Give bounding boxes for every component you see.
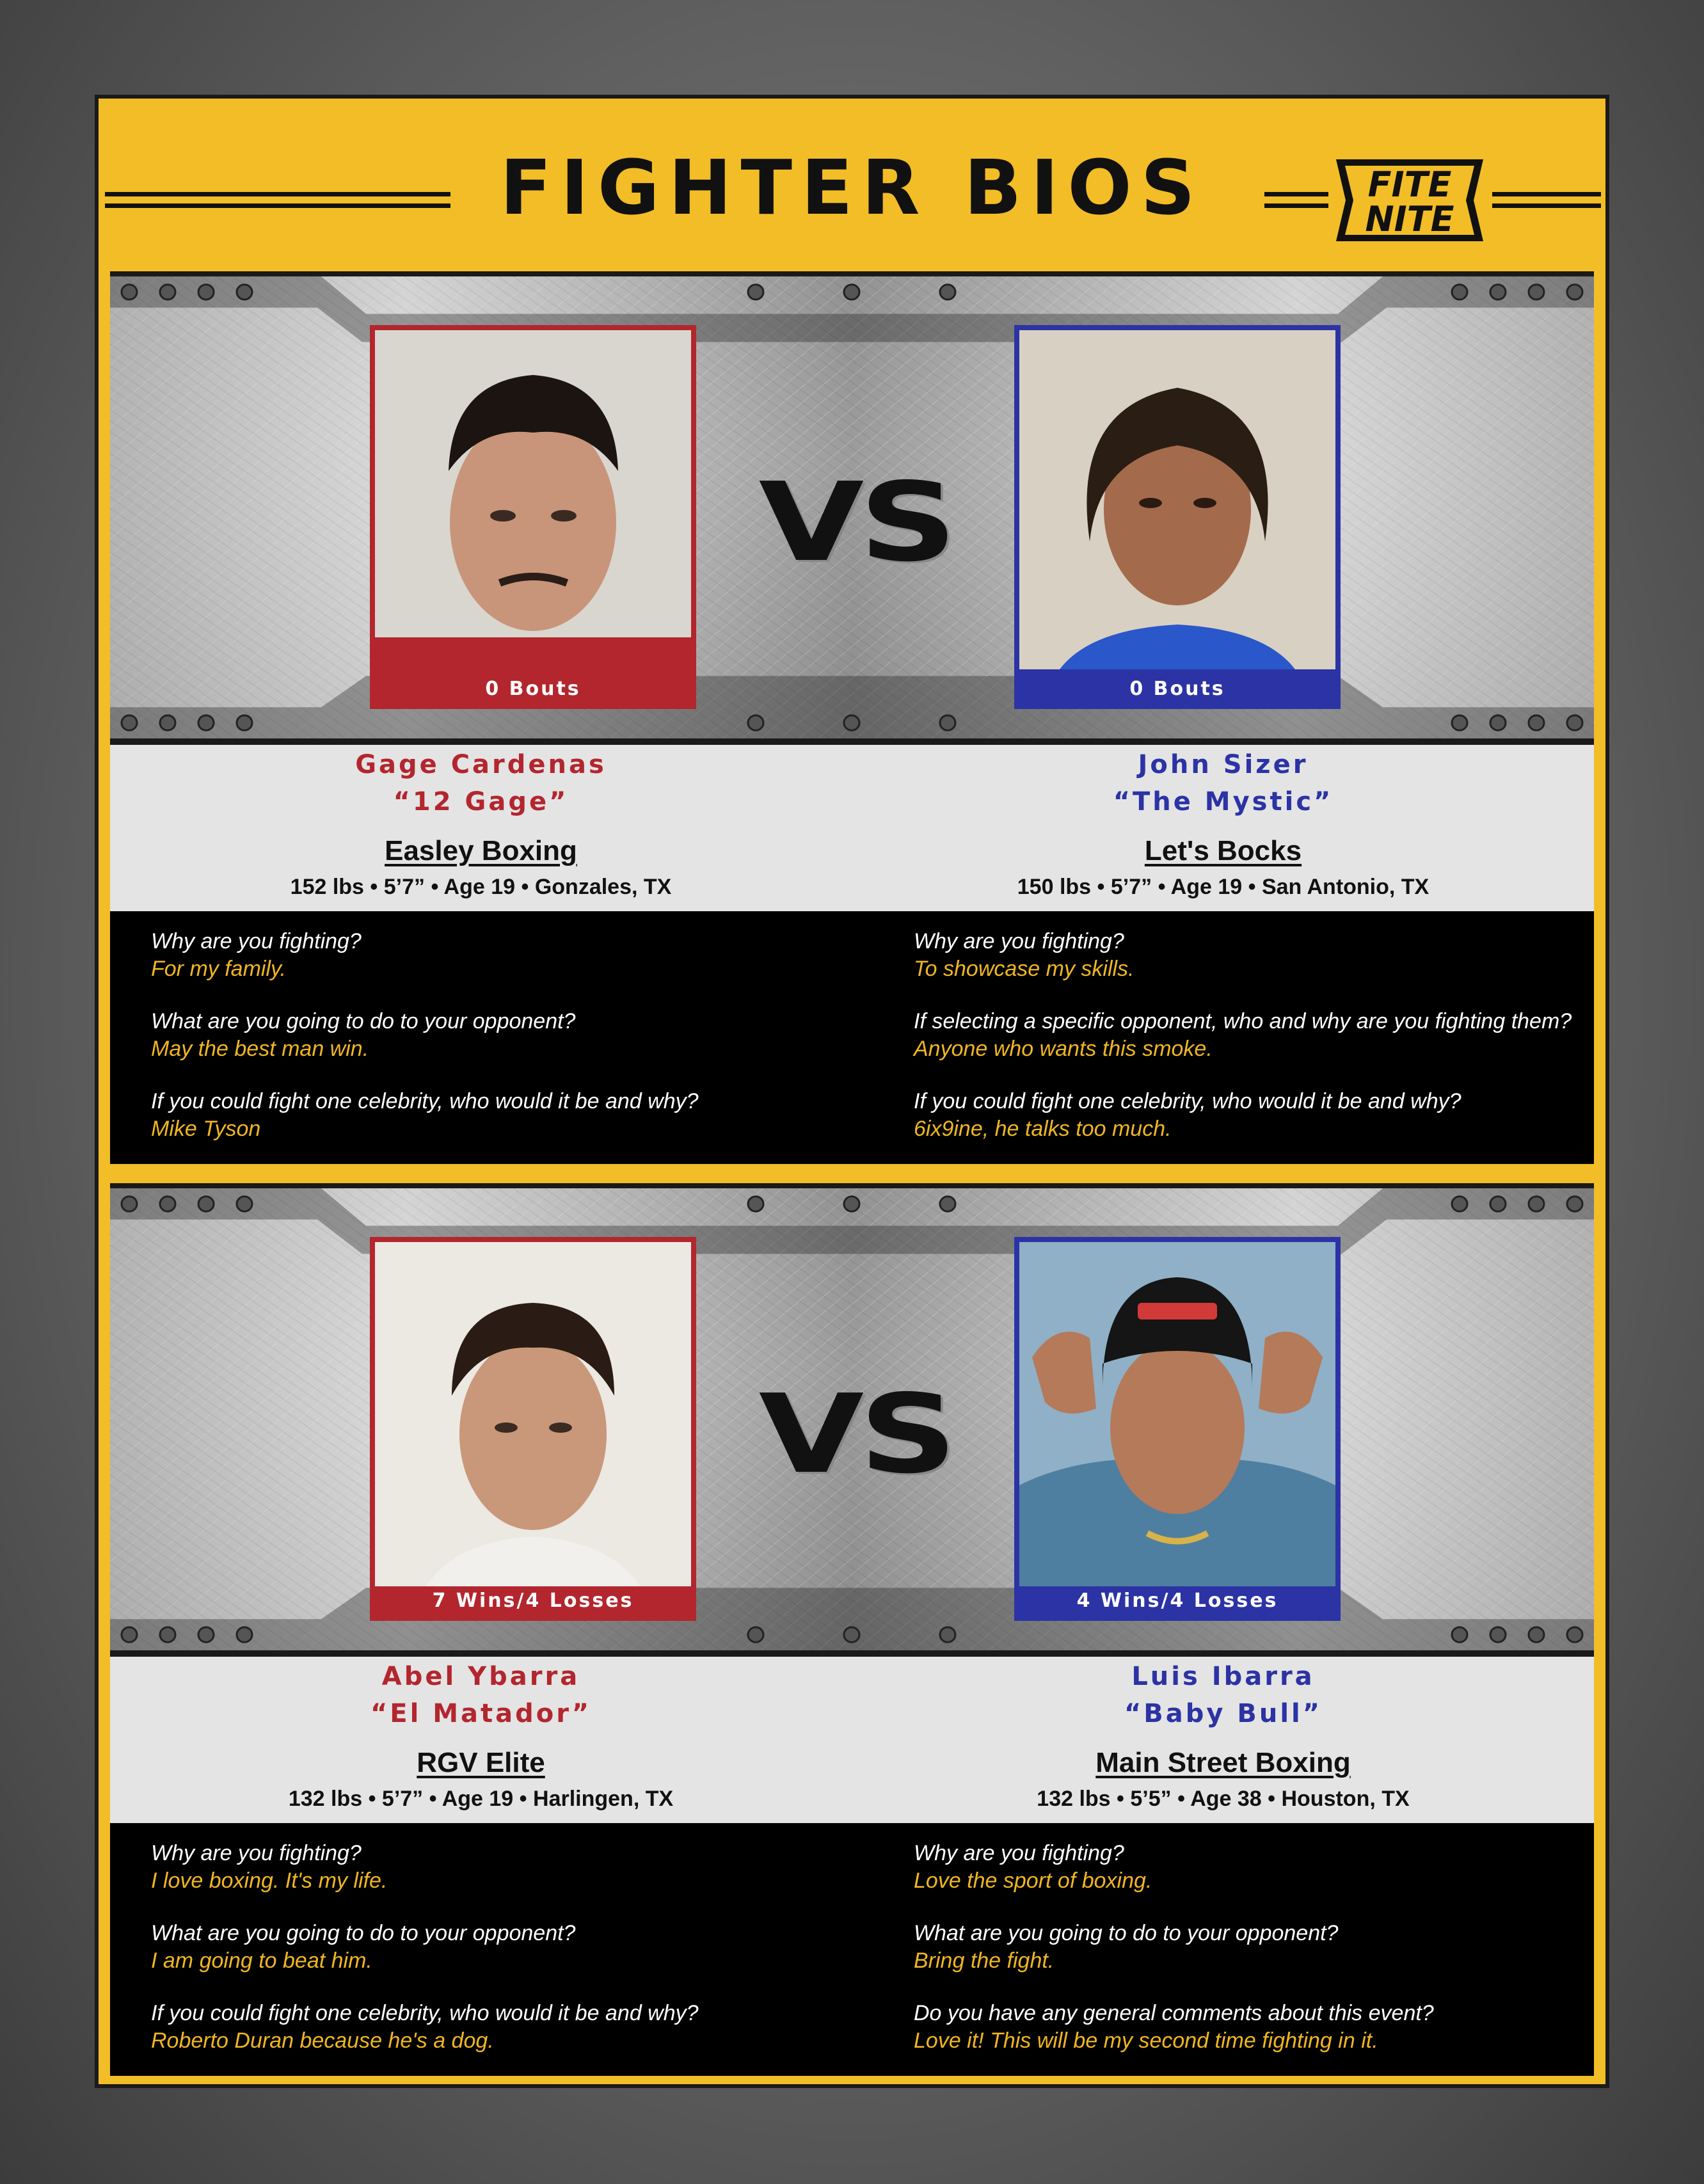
vs-label: VS xyxy=(758,459,953,586)
answer: For my family. xyxy=(151,957,286,981)
red-corner-photo xyxy=(370,1237,696,1621)
blue-fighter-info xyxy=(852,745,1594,911)
metal-banner xyxy=(110,271,1594,745)
header xyxy=(99,99,1605,271)
answer: Anyone who wants this smoke. xyxy=(914,1037,1213,1061)
fighter-nickname: “12 Gage” xyxy=(393,787,569,817)
question: Why are you fighting? xyxy=(914,929,1124,953)
question: What are you going to do to your opponent? xyxy=(151,1009,576,1033)
bout-1 xyxy=(110,271,1594,1164)
answer: I am going to beat him. xyxy=(151,1949,372,1973)
question: What are you going to do to your opponent? xyxy=(914,1921,1339,1945)
red-fighter-info xyxy=(110,745,852,911)
logo-text-top: FITE xyxy=(1367,164,1452,205)
page-title: FIGHTER BIOS xyxy=(500,143,1204,232)
fighter-gym: Main Street Boxing xyxy=(1095,1747,1351,1778)
question: Do you have any general comments about this event? xyxy=(914,2001,1434,2025)
fighter-name: Luis Ibarra xyxy=(1131,1662,1315,1691)
answer: Love the sport of boxing. xyxy=(914,1869,1152,1893)
answer: 6ix9ine, he talks too much. xyxy=(914,1117,1172,1141)
fighter-stats: 132 lbs • 5’7” • Age 19 • Harlingen, TX xyxy=(288,1787,674,1811)
fight-record: 0 Bouts xyxy=(375,674,691,704)
question: Why are you fighting? xyxy=(151,929,362,953)
fighter-stats: 132 lbs • 5’5” • Age 38 • Houston, TX xyxy=(1037,1787,1410,1811)
red-qa-list xyxy=(151,1840,868,2080)
blue-corner-photo xyxy=(1014,325,1341,709)
blue-qa-list xyxy=(914,928,1630,1168)
bout-2 xyxy=(110,1183,1594,2076)
fighter-name: Gage Cardenas xyxy=(355,750,607,779)
fighter-name: Abel Ybarra xyxy=(381,1662,580,1691)
logo-text-bottom: NITE xyxy=(1365,199,1454,239)
fighter-nickname: “El Matador” xyxy=(370,1699,592,1728)
fighter-gym: Let's Bocks xyxy=(1144,835,1302,866)
red-fighter-info xyxy=(110,1657,852,1823)
fighter-portrait xyxy=(375,1242,691,1616)
page-frame xyxy=(95,95,1609,2088)
question: If you could fight one celebrity, who would it be and why? xyxy=(914,1089,1461,1113)
fighter-gym: Easley Boxing xyxy=(385,835,577,866)
fighter-nickname: “The Mystic” xyxy=(1113,787,1334,817)
question: Why are you fighting? xyxy=(151,1841,362,1865)
answer: Love it! This will be my second time fighting in it. xyxy=(914,2029,1378,2053)
blue-fighter-info xyxy=(852,1657,1594,1823)
question: If you could fight one celebrity, who would it be and why? xyxy=(151,2001,699,2025)
metal-banner xyxy=(110,1183,1594,1657)
fight-record: 7 Wins/4 Losses xyxy=(375,1586,691,1616)
fighter-name: John Sizer xyxy=(1138,750,1309,779)
fighter-portrait xyxy=(375,330,691,704)
fight-record: 0 Bouts xyxy=(1019,674,1335,704)
fighter-nickname: “Baby Bull” xyxy=(1124,1699,1323,1728)
fighter-portrait xyxy=(1019,330,1335,704)
blue-corner-photo xyxy=(1014,1237,1341,1621)
red-qa-list xyxy=(151,928,868,1168)
fighter-portrait xyxy=(1019,1242,1335,1616)
fite-nite-logo xyxy=(1330,153,1490,248)
question: If you could fight one celebrity, who would it be and why? xyxy=(151,1089,699,1113)
answer: May the best man win. xyxy=(151,1037,369,1061)
qa-panel xyxy=(110,911,1594,1164)
answer: Bring the fight. xyxy=(914,1949,1055,1973)
blue-qa-list xyxy=(914,1840,1630,2080)
answer: Mike Tyson xyxy=(151,1117,261,1141)
fighter-stats: 152 lbs • 5’7” • Age 19 • Gonzales, TX xyxy=(290,875,672,899)
answer: To showcase my skills. xyxy=(914,957,1135,981)
fight-record: 4 Wins/4 Losses xyxy=(1019,1586,1335,1616)
answer: Roberto Duran because he's a dog. xyxy=(151,2029,494,2053)
red-corner-photo xyxy=(370,325,696,709)
answer: I love boxing. It's my life. xyxy=(151,1869,388,1893)
question: What are you going to do to your opponent? xyxy=(151,1921,576,1945)
fighter-stats: 150 lbs • 5’7” • Age 19 • San Antonio, TX xyxy=(1017,875,1429,899)
qa-panel xyxy=(110,1823,1594,2076)
question: Why are you fighting? xyxy=(914,1841,1124,1865)
vs-label: VS xyxy=(758,1371,953,1498)
question: If selecting a specific opponent, who and why are you fighting them? xyxy=(914,1009,1572,1033)
fighter-gym: RGV Elite xyxy=(417,1747,545,1778)
